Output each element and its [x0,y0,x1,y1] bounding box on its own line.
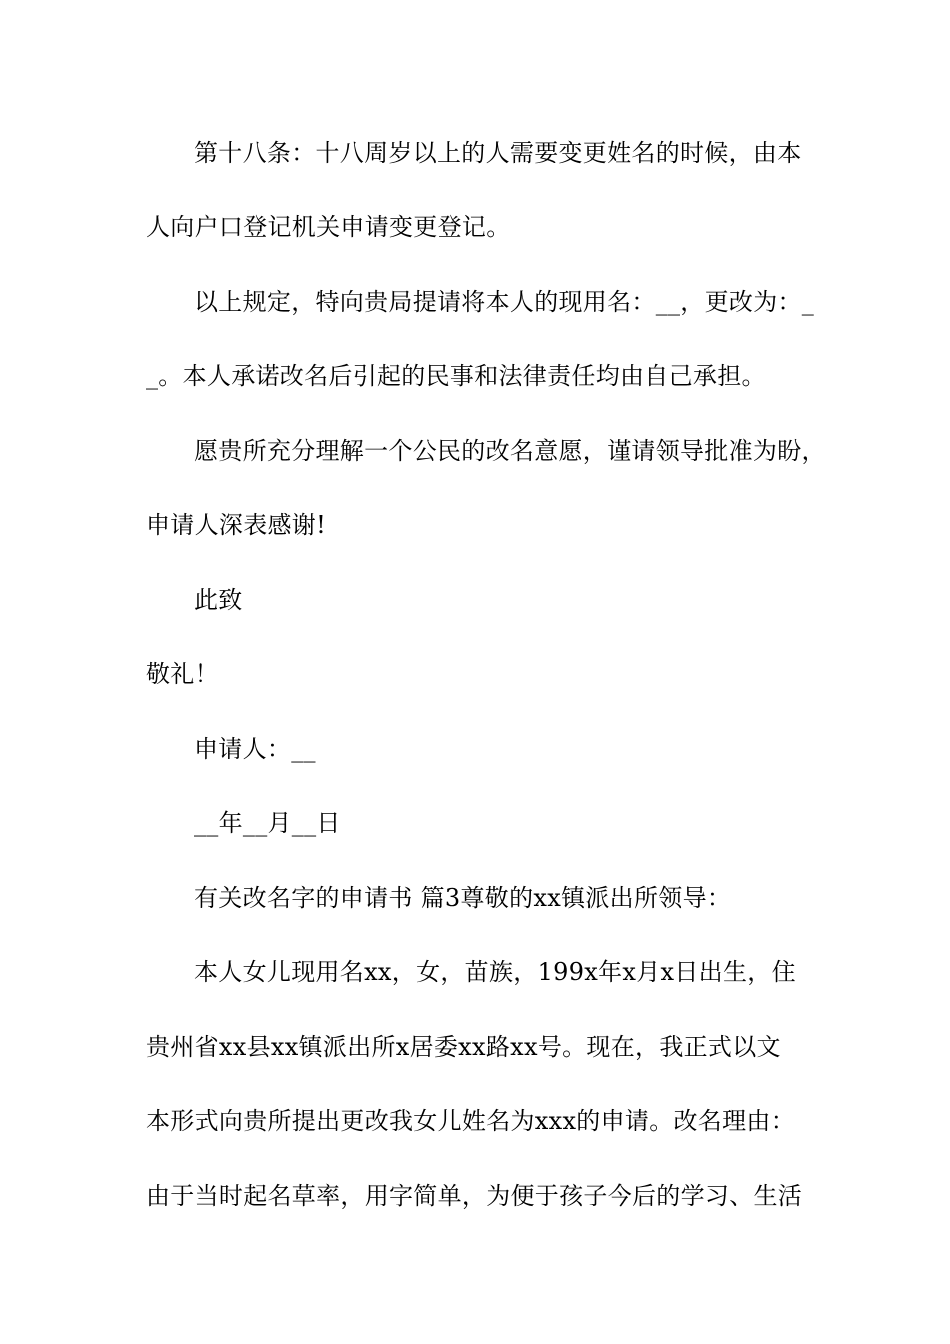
section-heading: 有关改名字的申请书 篇3尊敬的xx镇派出所领导： [194,884,732,912]
closing-salutation: 此致 [194,586,243,614]
closing-regards: 敬礼！ [146,660,219,688]
paragraph-line-1: 第十八条：十八周岁以上的人需要变更姓名的时候，由本 [194,139,802,167]
paragraph-line-6: 申请人深表感谢! [146,511,327,539]
paragraph-line-3: 以上规定，特向贵局提请将本人的现用名：__，更改为：_ [194,288,815,316]
paragraph-line-12: 本人女儿现用名xx，女，苗族，199x年x月x日出生，住 [194,958,796,986]
paragraph-line-4: _。本人承诺改名后引起的民事和法律责任均由自己承担。 [146,362,766,390]
paragraph-line-2: 人向户口登记机关申请变更登记。 [146,213,511,241]
paragraph-line-13: 贵州省xx县xx镇派出所x居委xx路xx号。现在，我正式以文 [146,1033,781,1061]
date-line: __年__月__日 [194,809,341,837]
paragraph-line-15: 由于当时起名草率，用字简单，为便于孩子今后的学习、生活 [146,1182,803,1210]
paragraph-line-5: 愿贵所充分理解一个公民的改名意愿，谨请领导批准为盼， [194,437,826,465]
applicant-signature: 申请人：__ [194,735,316,763]
paragraph-line-14: 本形式向贵所提出更改我女儿姓名为xxx的申请。改名理由： [146,1107,796,1135]
